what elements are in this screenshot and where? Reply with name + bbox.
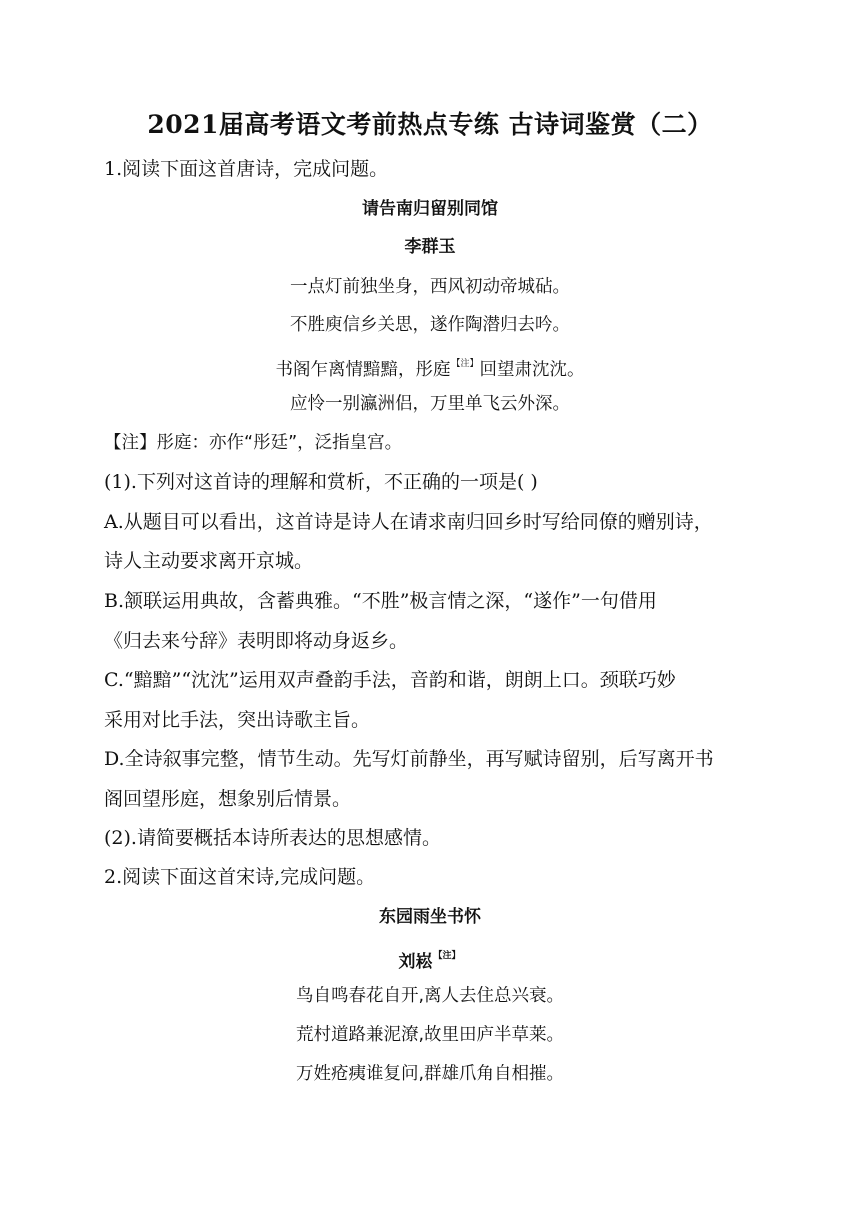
option-c-line-2: 采用对比手法，突出诗歌主旨。: [104, 709, 371, 731]
poem-2-line-3: 万姓疮痍谁复问,群雄爪角自相摧。: [295, 1064, 565, 1084]
poem-2-line-2: 荒村道路兼泥潦,故里田庐半草莱。: [295, 1025, 565, 1045]
question-1-intro: 1.阅读下面这首唐诗，完成问题。: [104, 158, 389, 180]
poem-2-title: 东园雨坐书怀: [379, 907, 481, 927]
option-c-line-1: C.“黯黯”“沈沈”运用双声叠韵手法，音韵和谐，朗朗上口。颈联巧妙: [104, 669, 676, 691]
poem-2-author-footnote-marker: 【注】: [433, 951, 461, 961]
poem-1-line-2: 不胜庾信乡关思，遂作陶潜归去吟。: [290, 315, 570, 335]
question-1-1: (1).下列对这首诗的理解和赏析，不正确的一项是( ): [104, 471, 538, 493]
poem-2-author: [0, 944, 860, 974]
question-1-2: (2).请简要概括本诗所表达的思想感情。: [104, 827, 441, 849]
option-d-line-1: D.全诗叙事完整，情节生动。先写灯前静坐，再写赋诗留别，后写离开书: [104, 748, 714, 770]
option-a-line-1: A.从题目可以看出，这首诗是诗人在请求南归回乡时写给同僚的赠别诗，: [104, 511, 713, 533]
poem-1-title: 请告南归留别同馆: [362, 199, 498, 219]
poem-1-line-3-end: 回望肃沈沈。: [479, 360, 585, 380]
poem-2-line-1: 鸟自鸣春花自开,离人去住总兴衰。: [295, 986, 565, 1006]
poem-1-footnote: 【注】彤庭：亦作“彤廷”，泛指皇宫。: [104, 433, 403, 453]
option-b-line-1: B.颔联运用典故，含蓄典雅。“不胜”极言情之深，“遂作”一句借用: [104, 590, 657, 612]
option-d-line-2: 阁回望彤庭，想象别后情景。: [104, 788, 352, 810]
poem-1-line-1: 一点灯前独坐身，西风初动帝城砧。: [290, 277, 570, 297]
question-2-intro: 2.阅读下面这首宋诗,完成问题。: [104, 866, 376, 888]
poem-1-footnote-marker: 【注】: [451, 359, 479, 369]
document-title: 2021届高考语文考前热点专练 古诗词鉴赏（二）: [147, 110, 713, 139]
option-a-line-2: 诗人主动要求离开京城。: [104, 550, 314, 572]
poem-1-line-3-start: 书阁乍离情黯黯，彤庭: [275, 360, 451, 380]
poem-1-line-4: 应怜一别瀛洲侣，万里单飞云外深。: [290, 394, 570, 414]
poem-1-line-3: [0, 352, 860, 382]
option-b-line-2: 《归去来兮辞》表明即将动身返乡。: [104, 630, 409, 652]
poem-1-author: 李群玉: [404, 237, 456, 257]
poem-2-author-name: 刘崧: [398, 952, 433, 972]
